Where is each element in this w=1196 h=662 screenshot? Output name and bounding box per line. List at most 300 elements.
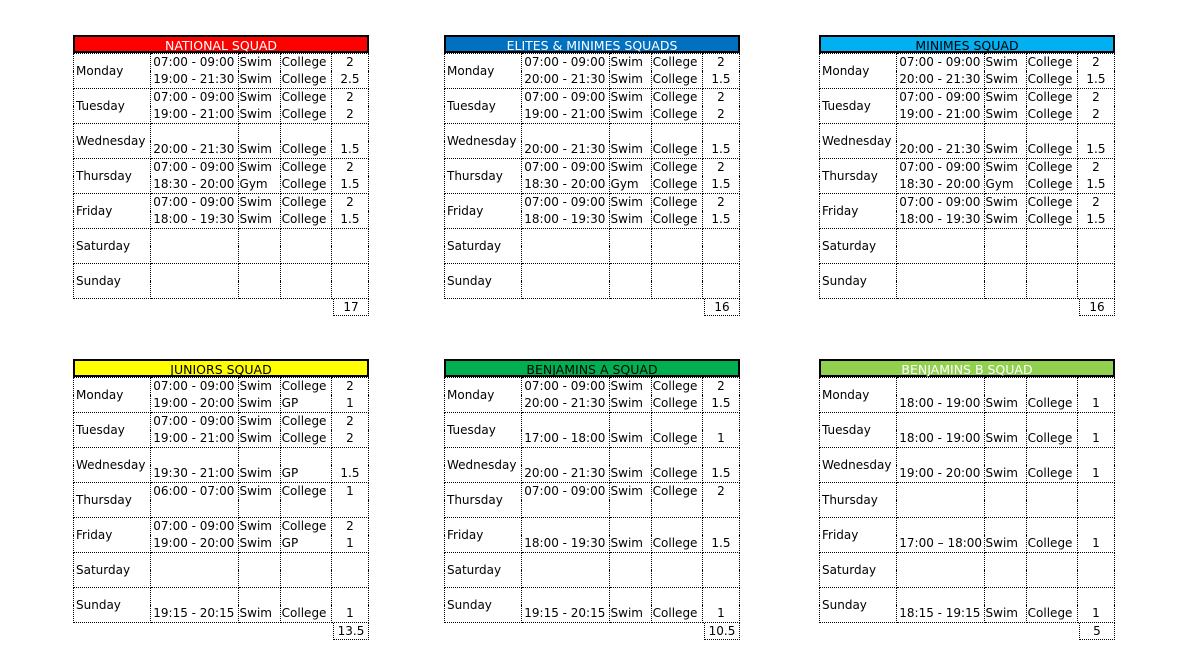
day-label: Sunday xyxy=(820,588,897,623)
table-row xyxy=(74,194,369,212)
location-cell xyxy=(1026,378,1077,396)
activity-cell: Swim xyxy=(609,378,651,396)
session-time-cell: 07:00 - 09:00 xyxy=(151,89,238,107)
schedule-grid xyxy=(444,53,740,299)
day-label: Saturday xyxy=(74,229,151,264)
location-cell: College xyxy=(651,430,702,448)
day-label: Thursday xyxy=(820,159,897,194)
day-label: Monday xyxy=(445,54,522,89)
location-cell xyxy=(651,246,702,264)
session-time-cell: 19:00 - 21:00 xyxy=(897,106,984,124)
day-label: Thursday xyxy=(445,159,522,194)
hours-cell: 1 xyxy=(331,395,368,413)
squad-title: BENJAMINS B SQUAD xyxy=(819,359,1115,377)
hours-cell: 2 xyxy=(702,483,739,501)
activity-cell xyxy=(609,264,651,282)
location-cell: College xyxy=(651,211,702,229)
hours-cell xyxy=(331,570,368,588)
day-label: Friday xyxy=(74,518,151,553)
activity-cell xyxy=(609,124,651,142)
hours-cell xyxy=(702,264,739,282)
table-row xyxy=(74,159,369,177)
session-time-cell xyxy=(522,518,609,536)
hours-cell xyxy=(331,124,368,142)
hours-cell xyxy=(1077,518,1114,536)
hours-cell xyxy=(702,124,739,142)
hours-cell: 1.5 xyxy=(331,465,368,483)
total-hours: 13.5 xyxy=(333,623,369,640)
squad-table xyxy=(73,35,369,316)
hours-cell xyxy=(1077,281,1114,299)
table-row xyxy=(820,413,1115,431)
activity-cell: Swim xyxy=(238,71,280,89)
session-time-cell: 07:00 - 09:00 xyxy=(897,89,984,107)
location-cell: College xyxy=(280,106,331,124)
session-time-cell: 18:00 - 19:30 xyxy=(151,211,238,229)
table-row xyxy=(445,54,740,72)
hours-cell: 2 xyxy=(331,378,368,396)
activity-cell: Swim xyxy=(984,54,1026,72)
hours-cell: 2 xyxy=(331,194,368,212)
activity-cell xyxy=(238,264,280,282)
location-cell xyxy=(651,448,702,466)
table-row xyxy=(74,553,369,571)
hours-cell: 1 xyxy=(702,430,739,448)
hours-cell: 1.5 xyxy=(331,141,368,159)
table-row xyxy=(820,194,1115,212)
day-label: Sunday xyxy=(820,264,897,299)
location-cell xyxy=(280,588,331,606)
day-label: Sunday xyxy=(74,588,151,623)
activity-cell: Swim xyxy=(984,430,1026,448)
session-time-cell: 18:00 - 19:00 xyxy=(897,395,984,413)
location-cell: College xyxy=(280,518,331,536)
activity-cell: Gym xyxy=(609,176,651,194)
activity-cell: Swim xyxy=(238,194,280,212)
location-cell: College xyxy=(651,141,702,159)
hours-cell: 1.5 xyxy=(702,535,739,553)
session-time-cell: 07:00 - 09:00 xyxy=(151,54,238,72)
activity-cell xyxy=(238,281,280,299)
activity-cell: Swim xyxy=(984,194,1026,212)
squad-title: BENJAMINS A SQUAD xyxy=(444,359,740,377)
activity-cell xyxy=(238,570,280,588)
schedule-grid xyxy=(819,377,1115,623)
hours-cell: 1.5 xyxy=(1077,71,1114,89)
location-cell: College xyxy=(651,54,702,72)
activity-cell xyxy=(984,500,1026,518)
session-time-cell xyxy=(897,483,984,501)
activity-cell xyxy=(609,588,651,606)
session-time-cell xyxy=(897,553,984,571)
location-cell: College xyxy=(1026,176,1077,194)
hours-cell: 1 xyxy=(1077,395,1114,413)
activity-cell xyxy=(238,553,280,571)
table-row xyxy=(74,89,369,107)
location-cell: College xyxy=(651,465,702,483)
location-cell: College xyxy=(651,395,702,413)
session-time-cell xyxy=(151,229,238,247)
hours-cell: 2 xyxy=(331,54,368,72)
location-cell: College xyxy=(651,483,702,501)
squad-table xyxy=(444,359,740,640)
activity-cell: Swim xyxy=(238,605,280,623)
activity-cell: Swim xyxy=(609,430,651,448)
session-time-cell xyxy=(151,588,238,606)
activity-cell xyxy=(238,448,280,466)
activity-cell xyxy=(609,246,651,264)
session-time-cell: 19:15 - 20:15 xyxy=(522,605,609,623)
day-label: Sunday xyxy=(74,264,151,299)
table-row xyxy=(445,483,740,501)
hours-cell xyxy=(331,553,368,571)
activity-cell xyxy=(984,413,1026,431)
location-cell: College xyxy=(280,378,331,396)
hours-cell xyxy=(1077,378,1114,396)
location-cell: College xyxy=(280,413,331,431)
location-cell xyxy=(651,413,702,431)
location-cell: College xyxy=(1026,54,1077,72)
table-row xyxy=(74,483,369,501)
location-cell: College xyxy=(1026,71,1077,89)
activity-cell: Swim xyxy=(984,89,1026,107)
day-label: Sunday xyxy=(445,264,522,299)
table-row xyxy=(445,588,740,606)
session-time-cell: 17:00 – 18:00 xyxy=(897,535,984,553)
session-time-cell: 18:00 - 19:30 xyxy=(522,211,609,229)
hours-cell xyxy=(702,246,739,264)
hours-cell: 1 xyxy=(1077,605,1114,623)
location-cell xyxy=(280,281,331,299)
activity-cell: Swim xyxy=(238,535,280,553)
session-time-cell xyxy=(897,448,984,466)
location-cell: College xyxy=(1026,605,1077,623)
session-time-cell: 07:00 - 09:00 xyxy=(522,89,609,107)
table-row xyxy=(820,54,1115,72)
hours-cell: 1 xyxy=(331,605,368,623)
session-time-cell xyxy=(897,281,984,299)
session-time-cell: 06:00 - 07:00 xyxy=(151,483,238,501)
day-label: Saturday xyxy=(74,553,151,588)
session-time-cell: 18:00 - 19:30 xyxy=(897,211,984,229)
table-row xyxy=(445,89,740,107)
hours-cell: 2 xyxy=(331,413,368,431)
schedule-grid xyxy=(73,377,369,623)
squad-title: JUNIORS SQUAD xyxy=(73,359,369,377)
session-time-cell xyxy=(522,500,609,518)
hours-cell xyxy=(1077,413,1114,431)
location-cell: College xyxy=(280,194,331,212)
session-time-cell: 07:00 - 09:00 xyxy=(897,194,984,212)
location-cell: College xyxy=(280,89,331,107)
session-time-cell: 07:00 - 09:00 xyxy=(897,54,984,72)
session-time-cell: 07:00 - 09:00 xyxy=(151,413,238,431)
session-time-cell: 19:30 - 21:00 xyxy=(151,465,238,483)
location-cell: College xyxy=(651,535,702,553)
table-row xyxy=(820,518,1115,536)
session-time-cell: 19:00 - 20:00 xyxy=(151,535,238,553)
day-label: Friday xyxy=(74,194,151,229)
location-cell xyxy=(651,518,702,536)
table-row xyxy=(445,264,740,282)
day-label: Thursday xyxy=(820,483,897,518)
location-cell: College xyxy=(1026,159,1077,177)
location-cell: College xyxy=(1026,395,1077,413)
activity-cell: Swim xyxy=(238,89,280,107)
session-time-cell: 18:15 - 19:15 xyxy=(897,605,984,623)
day-label: Monday xyxy=(445,378,522,413)
session-time-cell: 07:00 - 09:00 xyxy=(522,194,609,212)
activity-cell: Swim xyxy=(609,106,651,124)
hours-cell: 1.5 xyxy=(331,176,368,194)
location-cell xyxy=(651,264,702,282)
table-row xyxy=(74,413,369,431)
location-cell: College xyxy=(651,71,702,89)
hours-cell: 2 xyxy=(702,194,739,212)
session-time-cell: 20:00 - 21:30 xyxy=(522,71,609,89)
activity-cell xyxy=(238,124,280,142)
hours-cell xyxy=(1077,500,1114,518)
session-time-cell: 07:00 - 09:00 xyxy=(151,194,238,212)
squad-title: NATIONAL SQUAD xyxy=(73,35,369,53)
squad-table xyxy=(819,359,1115,640)
hours-cell: 2 xyxy=(331,89,368,107)
location-cell: College xyxy=(651,106,702,124)
session-time-cell xyxy=(151,264,238,282)
hours-cell: 1.5 xyxy=(702,71,739,89)
activity-cell: Swim xyxy=(609,159,651,177)
hours-cell: 1.5 xyxy=(702,141,739,159)
day-label: Tuesday xyxy=(820,89,897,124)
day-label: Wednesday xyxy=(820,124,897,159)
location-cell: College xyxy=(1026,106,1077,124)
session-time-cell xyxy=(151,553,238,571)
location-cell xyxy=(1026,448,1077,466)
hours-cell xyxy=(331,588,368,606)
hours-cell xyxy=(1077,570,1114,588)
hours-cell: 1.5 xyxy=(1077,176,1114,194)
hours-cell xyxy=(1077,229,1114,247)
hours-cell xyxy=(1077,246,1114,264)
activity-cell xyxy=(984,570,1026,588)
session-time-cell: 20:00 - 21:30 xyxy=(897,71,984,89)
session-time-cell: 07:00 - 09:00 xyxy=(522,378,609,396)
activity-cell xyxy=(609,229,651,247)
session-time-cell xyxy=(151,281,238,299)
day-label: Saturday xyxy=(445,553,522,588)
squad-title: ELITES & MINIMES SQUADS xyxy=(444,35,740,53)
location-cell: College xyxy=(1026,211,1077,229)
day-label: Tuesday xyxy=(445,89,522,124)
activity-cell xyxy=(984,124,1026,142)
location-cell: GP xyxy=(280,395,331,413)
location-cell: College xyxy=(280,71,331,89)
location-cell: GP xyxy=(280,535,331,553)
day-label: Wednesday xyxy=(445,448,522,483)
hours-cell xyxy=(702,518,739,536)
table-row xyxy=(820,159,1115,177)
hours-cell xyxy=(331,500,368,518)
squad-table xyxy=(819,35,1115,316)
activity-cell: Swim xyxy=(609,535,651,553)
activity-cell: Swim xyxy=(238,159,280,177)
location-cell: College xyxy=(280,211,331,229)
session-time-cell: 19:00 - 21:00 xyxy=(151,106,238,124)
session-time-cell xyxy=(897,378,984,396)
hours-cell: 2 xyxy=(1077,194,1114,212)
session-time-cell: 20:00 - 21:30 xyxy=(522,141,609,159)
session-time-cell xyxy=(897,264,984,282)
table-row xyxy=(820,588,1115,606)
hours-cell: 2 xyxy=(702,54,739,72)
session-time-cell xyxy=(522,570,609,588)
hours-cell: 1.5 xyxy=(702,211,739,229)
hours-cell: 1 xyxy=(1077,430,1114,448)
activity-cell xyxy=(609,413,651,431)
day-label: Wednesday xyxy=(445,124,522,159)
activity-cell: Swim xyxy=(238,211,280,229)
location-cell: College xyxy=(280,54,331,72)
table-row xyxy=(445,124,740,142)
activity-cell: Swim xyxy=(609,211,651,229)
activity-cell: Swim xyxy=(984,395,1026,413)
location-cell xyxy=(1026,264,1077,282)
squad-table xyxy=(444,35,740,316)
table-row xyxy=(445,413,740,431)
session-time-cell xyxy=(151,448,238,466)
day-label: Friday xyxy=(445,194,522,229)
hours-cell xyxy=(702,500,739,518)
session-time-cell xyxy=(522,281,609,299)
session-time-cell: 19:00 - 21:00 xyxy=(151,430,238,448)
activity-cell xyxy=(984,448,1026,466)
location-cell: College xyxy=(651,378,702,396)
day-label: Tuesday xyxy=(820,413,897,448)
hours-cell: 1 xyxy=(1077,535,1114,553)
hours-cell: 2 xyxy=(331,518,368,536)
session-time-cell: 07:00 - 09:00 xyxy=(522,483,609,501)
total-hours: 17 xyxy=(333,299,369,316)
location-cell xyxy=(280,264,331,282)
table-row xyxy=(445,159,740,177)
session-time-cell xyxy=(897,570,984,588)
location-cell xyxy=(1026,413,1077,431)
session-time-cell: 19:00 - 20:00 xyxy=(151,395,238,413)
hours-cell: 2 xyxy=(1077,159,1114,177)
session-time-cell: 19:00 - 21:30 xyxy=(151,71,238,89)
activity-cell xyxy=(609,570,651,588)
location-cell: College xyxy=(1026,430,1077,448)
day-label: Thursday xyxy=(445,483,522,518)
activity-cell: Swim xyxy=(609,71,651,89)
day-label: Friday xyxy=(820,194,897,229)
hours-cell: 2.5 xyxy=(331,71,368,89)
location-cell xyxy=(1026,500,1077,518)
table-row xyxy=(74,54,369,72)
schedule-grid xyxy=(444,377,740,623)
table-row xyxy=(445,194,740,212)
table-row xyxy=(820,89,1115,107)
table-row xyxy=(445,448,740,466)
hours-cell: 1.5 xyxy=(331,211,368,229)
session-time-cell: 07:00 - 09:00 xyxy=(151,159,238,177)
location-cell: College xyxy=(651,159,702,177)
hours-cell xyxy=(702,570,739,588)
activity-cell xyxy=(984,264,1026,282)
hours-cell xyxy=(702,281,739,299)
session-time-cell: 20:00 - 21:30 xyxy=(897,141,984,159)
session-time-cell xyxy=(151,246,238,264)
activity-cell: Swim xyxy=(609,483,651,501)
location-cell xyxy=(1026,553,1077,571)
hours-cell: 1.5 xyxy=(702,465,739,483)
activity-cell xyxy=(984,229,1026,247)
activity-cell xyxy=(984,378,1026,396)
total-hours: 16 xyxy=(1079,299,1115,316)
location-cell xyxy=(280,448,331,466)
activity-cell: Swim xyxy=(238,518,280,536)
hours-cell xyxy=(331,281,368,299)
location-cell xyxy=(651,588,702,606)
activity-cell: Gym xyxy=(238,176,280,194)
activity-cell: Swim xyxy=(609,465,651,483)
location-cell xyxy=(651,229,702,247)
session-time-cell xyxy=(151,500,238,518)
hours-cell xyxy=(702,448,739,466)
schedule-grid xyxy=(73,53,369,299)
session-time-cell: 18:30 - 20:00 xyxy=(522,176,609,194)
session-time-cell xyxy=(151,570,238,588)
activity-cell: Swim xyxy=(984,71,1026,89)
table-row xyxy=(74,229,369,247)
total-hours: 5 xyxy=(1079,623,1115,640)
table-row xyxy=(445,553,740,571)
hours-cell xyxy=(331,448,368,466)
table-row xyxy=(74,448,369,466)
location-cell: College xyxy=(1026,89,1077,107)
activity-cell: Swim xyxy=(238,378,280,396)
session-time-cell: 18:00 - 19:00 xyxy=(897,430,984,448)
location-cell: College xyxy=(280,430,331,448)
hours-cell: 2 xyxy=(1077,106,1114,124)
location-cell: College xyxy=(280,176,331,194)
location-cell: College xyxy=(280,159,331,177)
location-cell xyxy=(280,570,331,588)
hours-cell: 1.5 xyxy=(1077,141,1114,159)
table-row xyxy=(74,264,369,282)
table-row xyxy=(820,378,1115,396)
table-row xyxy=(820,448,1115,466)
hours-cell xyxy=(702,588,739,606)
location-cell: College xyxy=(1026,535,1077,553)
activity-cell: Swim xyxy=(238,430,280,448)
hours-cell: 2 xyxy=(702,159,739,177)
location-cell xyxy=(280,229,331,247)
activity-cell: Swim xyxy=(238,106,280,124)
day-label: Thursday xyxy=(74,159,151,194)
activity-cell: Swim xyxy=(609,605,651,623)
location-cell: College xyxy=(651,194,702,212)
session-time-cell xyxy=(522,588,609,606)
session-time-cell: 20:00 - 21:30 xyxy=(522,465,609,483)
location-cell: College xyxy=(651,176,702,194)
session-time-cell xyxy=(522,124,609,142)
location-cell xyxy=(651,124,702,142)
squad-table xyxy=(73,359,369,640)
activity-cell xyxy=(984,281,1026,299)
location-cell: College xyxy=(280,141,331,159)
activity-cell: Swim xyxy=(609,395,651,413)
